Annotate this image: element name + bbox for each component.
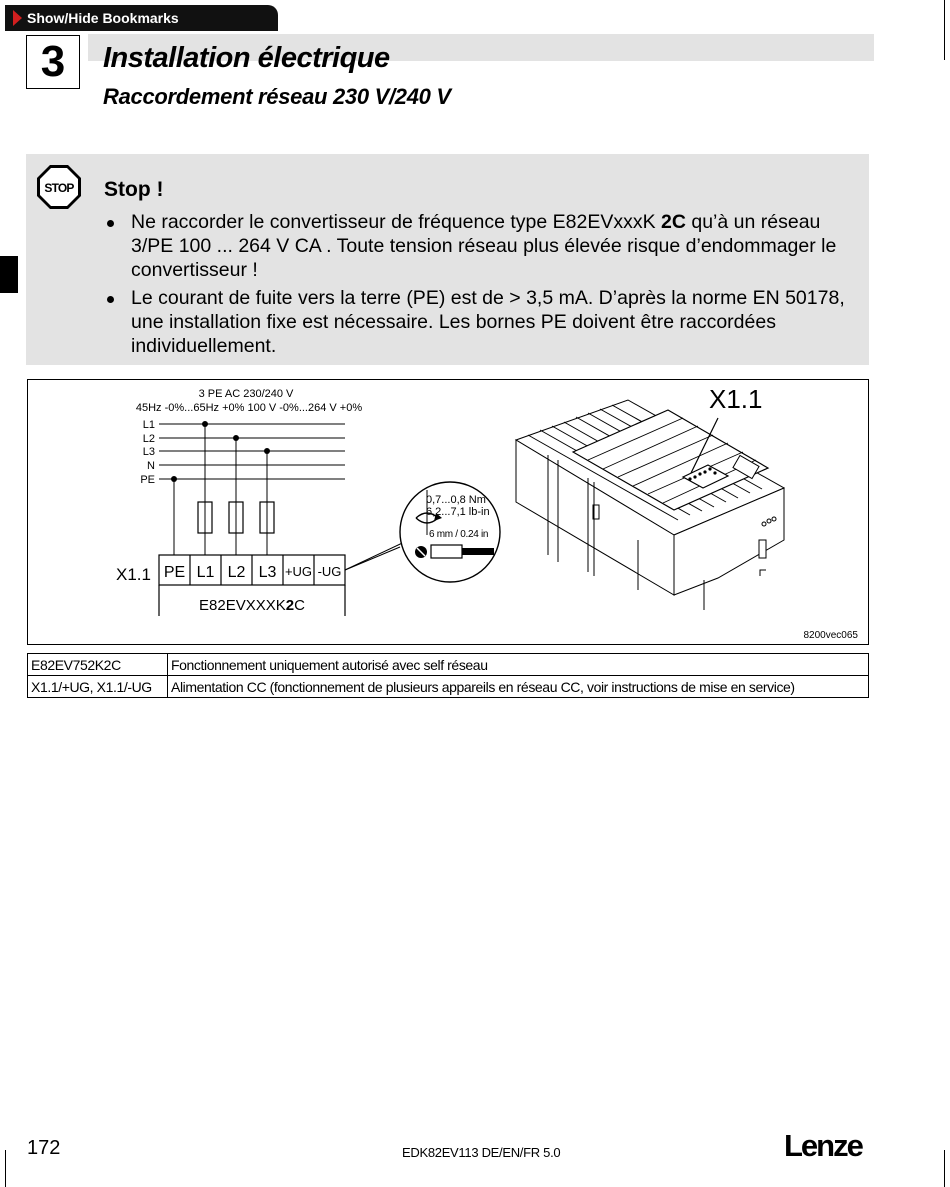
chapter-number: 3	[26, 35, 80, 89]
bullet-1-text-b: qu’à un réseau 3/PE 100 ... 264 V CA . Toute tension réseau plus élevée risque d’endommager le convertisseur !	[131, 211, 837, 281]
chapter-side-marker	[0, 256, 18, 293]
bus-lines	[159, 424, 345, 555]
stop-bullet-list	[104, 210, 854, 362]
crop-mark	[944, 0, 945, 60]
torque-detail	[400, 482, 500, 582]
notes-table	[27, 653, 869, 698]
torque-nm-label: 0,7...0,8 Nm	[426, 494, 486, 506]
supply-range-label: 45Hz -0%...65Hz +0% 100 V -0%...264 V +0%	[135, 402, 363, 414]
torque-lbin-label: 6,2...7,1 lb-in	[426, 506, 490, 518]
stop-bullet-2: Le courant de fuite vers la terre (PE) est de > 3,5 mA. D’après la norme EN 50178, une installation fixe est nécessaire. Les bornes PE doivent être raccordées individuellement.	[104, 286, 854, 358]
fuse-elements	[205, 502, 267, 533]
table-cell-key: E82EV752K2C	[28, 654, 168, 676]
stop-bullet-1	[104, 210, 854, 282]
terminal-l2: L2	[227, 564, 246, 581]
table-row	[28, 654, 869, 676]
terminal-pe: PE	[163, 564, 186, 581]
table-cell-value: Alimentation CC (fonctionnement de plusieurs appareils en réseau CC, voir instructions de mise en service)	[168, 676, 869, 698]
device-type-label: E82EVXXXK2C	[199, 597, 305, 614]
crop-mark	[5, 1150, 6, 1187]
bus-label-l1: L1	[142, 419, 155, 431]
wiring-figure	[27, 379, 869, 645]
document-id: EDK82EV113 DE/EN/FR 5.0	[402, 1145, 561, 1160]
page-number: 172	[27, 1137, 61, 1159]
stop-sign-icon	[36, 164, 82, 210]
bus-label-l2: L2	[142, 433, 155, 445]
bullet-1-bold: 2C	[661, 211, 686, 233]
bus-label-l3: L3	[142, 446, 155, 458]
terminal-l3: L3	[258, 564, 277, 581]
stop-heading: Stop !	[104, 178, 164, 201]
bullet-1-text-a: Ne raccorder le convertisseur de fréquence type E82EVxxxK	[131, 211, 662, 233]
drive-unit-drawing	[516, 400, 784, 610]
bus-label-pe: PE	[140, 474, 155, 486]
lenze-logo: Lenze	[784, 1128, 862, 1163]
figure-code: 8200vec065	[803, 630, 858, 641]
bus-label-n: N	[147, 460, 155, 472]
terminal-minus-ug: -UG	[317, 564, 342, 579]
strip-length-label: 6 mm / 0.24 in	[429, 529, 489, 540]
page-title: Installation électrique	[103, 42, 390, 74]
bookmarks-label: Show/Hide Bookmarks	[27, 10, 179, 26]
show-hide-bookmarks-button[interactable]	[5, 5, 278, 31]
terminal-l1: L1	[196, 564, 215, 581]
supply-voltage-label: 3 PE AC 230/240 V	[198, 388, 294, 400]
terminal-strip-label: X1.1	[116, 565, 151, 584]
table-cell-value: Fonctionnement uniquement autorisé avec self réseau	[168, 654, 869, 676]
table-cell-key: X1.1/+UG, X1.1/-UG	[28, 676, 168, 698]
table-row	[28, 676, 869, 698]
crop-mark	[944, 1150, 945, 1187]
wiring-diagram	[28, 380, 868, 644]
triangle-right-icon	[13, 10, 22, 26]
device-terminal-label: X1.1	[709, 384, 763, 414]
terminal-plus-ug: +UG	[284, 564, 313, 579]
stop-sign-label: STOP	[44, 181, 74, 195]
page-subtitle: Raccordement réseau 230 V/240 V	[103, 84, 451, 109]
